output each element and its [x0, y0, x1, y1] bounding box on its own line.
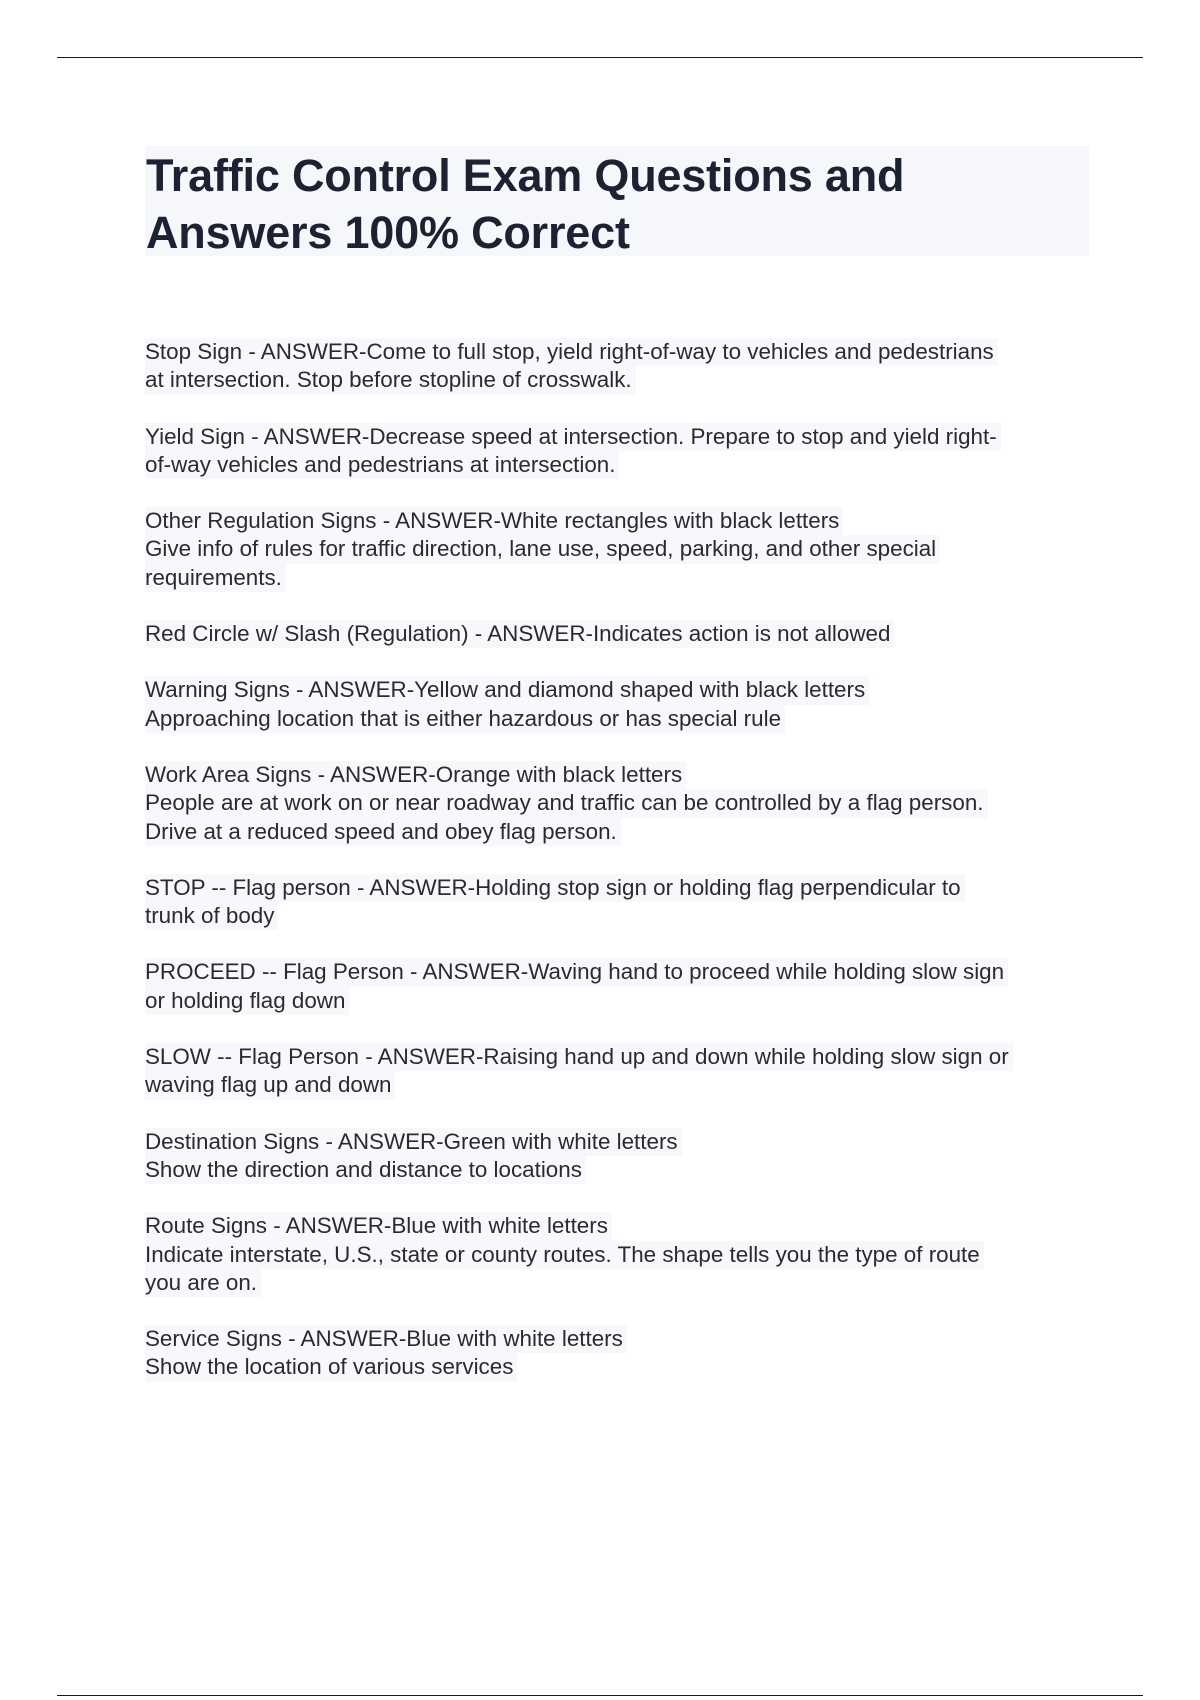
qa-line: trunk of body [145, 902, 278, 930]
qa-line: STOP -- Flag person - ANSWER-Holding stop sign or holding flag perpendicular to [145, 874, 965, 902]
qa-line: you are on. [145, 1269, 261, 1297]
qa-line: Other Regulation Signs - ANSWER-White rectangles with black letters [145, 507, 843, 535]
qa-line: Yield Sign - ANSWER-Decrease speed at intersection. Prepare to stop and yield right- [145, 423, 1001, 451]
qa-line: Service Signs - ANSWER-Blue with white letters [145, 1325, 627, 1353]
document-title [146, 147, 1076, 261]
qa-line: Drive at a reduced speed and obey flag person. [145, 818, 621, 846]
qa-item [145, 1325, 1105, 1382]
qa-line: Give info of rules for traffic direction, lane use, speed, parking, and other special [145, 535, 940, 563]
qa-line: Red Circle w/ Slash (Regulation) - ANSWER-Indicates action is not allowed [145, 620, 894, 648]
qa-item [145, 1212, 1105, 1297]
qa-item [145, 1128, 1105, 1185]
qa-item [145, 1043, 1105, 1100]
qa-line: Warning Signs - ANSWER-Yellow and diamond shaped with black letters [145, 676, 869, 704]
qa-item [145, 338, 1105, 395]
qa-item [145, 676, 1105, 733]
qa-list [145, 338, 1105, 1410]
qa-item [145, 620, 1105, 648]
qa-line: or holding flag down [145, 987, 349, 1015]
bottom-rule [57, 1695, 1143, 1696]
qa-line: Work Area Signs - ANSWER-Orange with black letters [145, 761, 686, 789]
qa-line: requirements. [145, 564, 286, 592]
qa-line: SLOW -- Flag Person - ANSWER-Raising hand up and down while holding slow sign or [145, 1043, 1013, 1071]
qa-line: waving flag up and down [145, 1071, 395, 1099]
title-line-2: Answers 100% Correct [146, 207, 630, 258]
qa-item [145, 423, 1105, 480]
qa-line: Show the location of various services [145, 1353, 517, 1381]
qa-item [145, 761, 1105, 846]
qa-line: Indicate interstate, U.S., state or county routes. The shape tells you the type of route [145, 1241, 984, 1269]
qa-line: of-way vehicles and pedestrians at intersection. [145, 451, 619, 479]
qa-item [145, 958, 1105, 1015]
qa-line: Show the direction and distance to locations [145, 1156, 586, 1184]
qa-line: Approaching location that is either hazardous or has special rule [145, 705, 785, 733]
qa-line: at intersection. Stop before stopline of crosswalk. [145, 366, 636, 394]
title-line-1: Traffic Control Exam Questions and [146, 150, 905, 201]
qa-item [145, 507, 1105, 592]
qa-line: People are at work on or near roadway and traffic can be controlled by a flag person. [145, 789, 988, 817]
top-rule [57, 57, 1143, 58]
qa-line: Destination Signs - ANSWER-Green with white letters [145, 1128, 682, 1156]
qa-line: PROCEED -- Flag Person - ANSWER-Waving hand to proceed while holding slow sign [145, 958, 1008, 986]
qa-line: Stop Sign - ANSWER-Come to full stop, yield right-of-way to vehicles and pedestrians [145, 338, 998, 366]
qa-line: Route Signs - ANSWER-Blue with white letters [145, 1212, 612, 1240]
qa-item [145, 874, 1105, 931]
